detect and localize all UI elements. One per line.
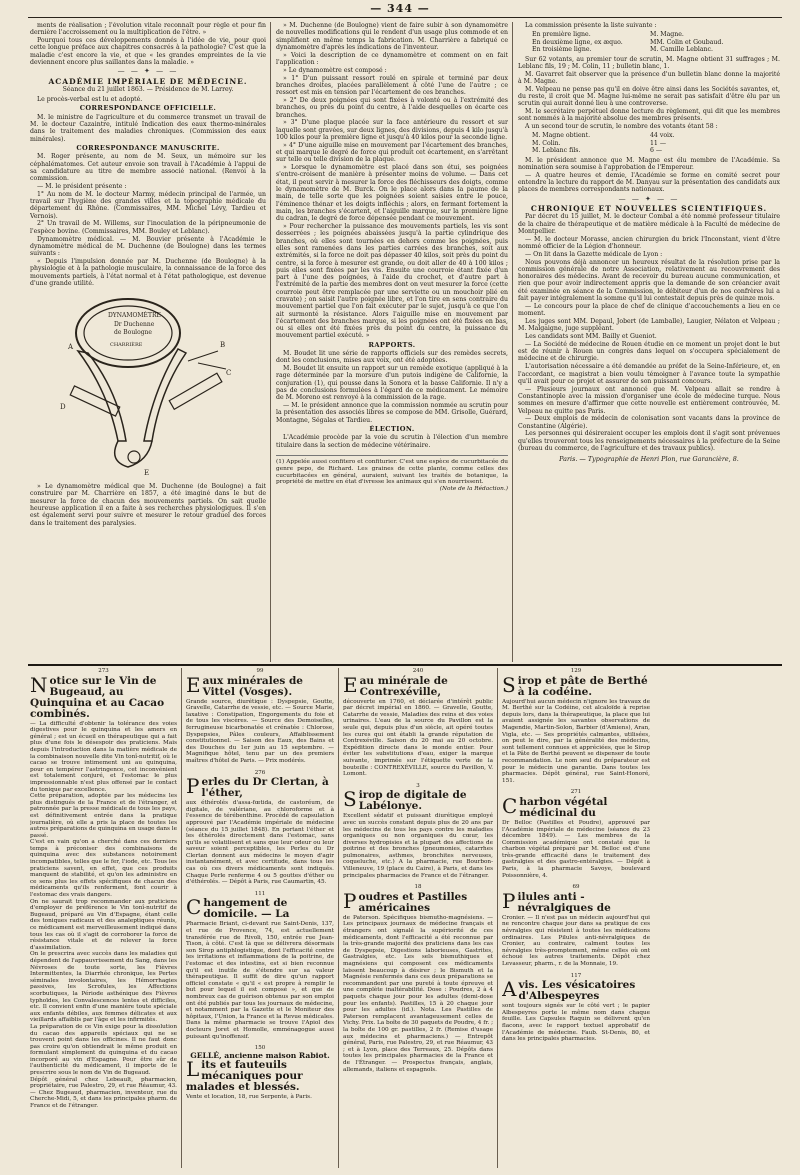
ad-title: Sirop et pâte de Berthé à la codéine. — [502, 672, 648, 698]
ornament-divider: — — ✦ — — — [117, 67, 179, 76]
list-item: En première ligne. M. Magne. — [532, 31, 684, 39]
paragraph: » Voici la description de ce dynamomètre et comment on en fait l'application : — [276, 51, 508, 66]
paragraph: » Lorsque le dynamomètre est placé dans son étui, ses poignées s'entre-croisent de manière à présenter moins de volume. — Dans cet état, il peut servir à mesurer la force des fléchisseurs des doigts, comme le dynamomètre de M. Burck. On le place alors dans la paume de la main, de telle sorte que les poignées soient saisies entre le pouce, l'éminence thénar et les doigts infléchis ; alors, en fermant fortement la main, les branches s'écartent, et l'aiguille marque, sur la première ligne du cadran, le degré de force dépensée pendant ce mouvement. — [276, 164, 508, 223]
top-rule — [28, 17, 782, 18]
list-item: En troisième ligne. M. Camille Leblanc. — [532, 46, 713, 54]
ad-title: Perles du Dr Clertan, à l'éther, — [186, 774, 329, 800]
list-item: M. Colin. 11 — — [532, 139, 667, 147]
column-3 — [518, 22, 780, 650]
paragraph: M. le secrétaire perpétuel donne lecture du règlement, qui dit que les membres sont nommés à la majorité absolue des membres présents. — [518, 108, 780, 123]
subsection-title: ÉLECTION. — [369, 425, 415, 434]
column-separator — [270, 22, 271, 662]
ad-title: Poudres et Pastilles américaines — [343, 888, 468, 914]
ad-column-3 — [343, 668, 493, 1168]
imprint-line: Paris. — Typographie de Henri Plon, rue Garancière, 8. — [559, 455, 739, 464]
paragraph: L'Académie procède par la voie du scrutin à l'élection d'un membre titulaire dans la section de médecine vétérinaire. — [276, 434, 508, 449]
ad-vin-bugeaud — [30, 668, 177, 1168]
paragraph: » Le dynamomètre médical que M. Duchenne (de Boulogne) a fait construire par M. Charrière en 1857, a été imaginé dans le but de mesurer la force de chacun des mouvements partiels. On sait quelle heureuse application il en a faite à ses recherches physiologiques. Il s'en est également servi pour suivre et mesurer le retour graduel des forces dans le traitement des paralysies. — [30, 483, 266, 527]
paragraph: » Le dynamomètre est composé : — [283, 66, 387, 74]
paragraph: — Plusieurs journaux ont annoncé que M. Velpeau allait se rendre à Constantinople avec la mission d'organiser une école de médecine turque. Nous sommes en mesure d'affirmer que cette nouvelle est entièrement controuvée, M. Velpeau ne quitte pas Paris. — [518, 385, 780, 415]
vote-tally — [532, 132, 780, 154]
paragraph: « Depuis l'impulsion donnée par M. Duchenne (de Boulogne) à la physiologie et à la pathologie musculaire, la connaissance de la force des mouvements partiels, à l'état normal et à l'état pathologique, est devenue d'une grande utilité. — [30, 257, 266, 287]
list-item: M. Magne obtient. 44 voix. — [532, 132, 675, 140]
ad-text: Excellent sédatif et puissant diurétique employé avec un succès constant depuis plus de 20 ans par les médecins de tous les pays contre les maladies organiques ou non organiques du cœur, les diverses hydropisies et la plupart des affections de poitrine et des bronches (pneumonies, catarrhes pulmonaires, asthmes, bronchites nerveuses, coqueluche, etc.) A la pharmacie, rue Bourbon-Villeneuve, 19 (place du Caire), à Paris, et dans les principales pharmacies de France et de l'étranger. — [343, 813, 493, 879]
ad-title: Notice sur le Vin de Bugeaud, au Quinquina et au Cacao combinés. — [30, 672, 165, 720]
column-separator — [181, 668, 182, 1168]
ad-vesicatoires-albespeyres: 117 Avis. Les vésicatoires d'Albespeyres sont toujours signés sur le côté vert ; le papier Albespeyres porte le même nom dans chaque feuille. Les Capsules Raquin se délivrent qu'en flacons, avec le rapport textuel approbatif de l'Académie de médecine. Faub. St-Denis, 80, et dans les principales pharmacies. — [502, 972, 650, 1043]
paragraph: — Deux emplois de médecin de colonisation sont vacants dans la province de Constantine (Algérie). — [518, 415, 780, 430]
figure-label: CHARRIÈRE — [110, 342, 143, 349]
ad-text: Dr Belloc (Pastilles et Poudre), approuvé par l'Académie impériale de médecine (séance du 23 décembre 1849). — Les membres de la Commission académique ont constaté que le charbon végétal préparé par M. Belloc est d'une très-grande efficacité dans le traitement des gastralgies et des gastro-entéralgies. — Dépôt à Paris, à la pharmacie Savoye, boulevard Poissonnière, 4. — [502, 819, 650, 879]
session-line: Séance du 21 juillet 1863. — Présidence de M. Larrey. — [62, 85, 234, 93]
paragraph: 2° Un travail de M. Willems, sur l'inoculation de la péripneumonie de l'espèce bovine. (Commissaires, MM. Bouley et Leblanc). — [30, 220, 266, 235]
candidate-list — [532, 31, 780, 53]
paragraph: » Pour rechercher la puissance des mouvements partiels, les vis sont desserrées ; les poignées abaissées jusqu'à la partie cylindrique des branches, où elles sont tournées en dehors comme les poignées, puis elles sont ramenées dans les parties carrées des branches, soit aux extrémités, si la force ne doit pas dépasser 40 kilos, soit près du point du centre, si la force à mesurer est grande, ou doit aller de 40 à 100 kilos ; puis elles sont fixées par les vis. Ensuite une courroie étant fixée d'un part à l'une des poignées, à l'aide du crochet, et d'autre part à l'extrémité de la partie des membres dont on veut mesurer la force (cette courroie peut être remplacée par une serviette ou un mouchoir plié en cravate) ; on saisit l'autre poignée libre, et l'on tire en sens contraire du mouvement partiel que l'on fait exécuter par le sujet, jusqu'à ce que l'on ait surmonté la résistance. Alors l'aiguille mise en mouvement par l'écartement des branches marque, si les poignées ont été fixées en bas, ou si elles ont été fixées près du point du centre, la puissance du mouvement partiel exécuté. » — [276, 223, 508, 340]
ad-perles-clertan: 276 Perles du Dr Clertan, à l'éther, aux éthérolés d'assa-fœtida, de castoréum, de digitale, de valériane, au chloroforme et à l'essence de térébenthine. Procédé de capsulation approuvé par l'Académie impériale de médecine (séance du 15 juillet 1848). En portant l'éther et les éthérolés directement dans l'estomac, sans qu'ils se volatilisent et sans que leur odeur ou leur saveur soient perceptibles, les Perles du Dr Clertan donnent aux médecins le moyen d'agir instantanément, et avec certitude, dans tous les cas où ces divers médicaments sont indiqués. Chaque Perle renferme 4 ou 5 gouttes d'éther ou d'éthérolés. — Dépôt à Paris, rue Caumartin, 45. — [186, 769, 334, 886]
paragraph: — Le concours pour la place de chef de clinique d'accouchements a lieu en ce moment. — [518, 302, 780, 318]
column-separator — [497, 668, 498, 1168]
paragraph: Sur 62 votants, au premier tour de scrutin, M. Magne obtient 31 suffrages ; M. Leblanc fils, 19 ; M. Colin, 11 ; bulletin blanc, 1. — [518, 55, 780, 70]
ad-text: Cronier. — Il n'est pas un médecin aujourd'hui qui ne rencontre chaque jour dans sa pratique de ces névralgies qui résistent à toutes les médications ordinaires. Les Pilules anti-névralgiques de Cronier, au contraire, calment toutes les névralgies très-promptement, même celles où ont échoué les autres traitements. Dépôt chez Levasseur, pharm., r. de la Monnaie, 19. — [502, 914, 650, 967]
paragraph: L'autorisation nécessaire a été demandée au préfet de la Seine-Inférieure, et, en l'accordant, ce magistrat a bien voulu témoigner à l'avance toute la sympathie qu'il avait pour ce projet et assurer de son puissant concours. — [518, 363, 780, 385]
column-separator — [338, 668, 339, 1168]
paragraph: — A quatre heures et demie, l'Académie se forme en comité secret pour entendre la lecture du rapport de M. Danyau sur la présentation des candidats aux places de membres correspondants nationaux. — [518, 171, 780, 194]
column-2 — [276, 22, 508, 662]
ad-pilules-cronier: 69 Pilules anti - névralgiques de Cronier. — Il n'est pas un médecin aujourd'hui qui ne rencontre chaque jour dans sa pratique de ces névralgies qui résistent à toutes les médications ordinaires. Les Pilules anti-névralgiques de Cronier, au contraire, calment toutes les névralgies très-promptement, même celles où ont échoué les autres traitements. Dépôt chez Levasseur, pharm., r. de la Monnaie, 19. — [502, 884, 650, 967]
ad-title: Lits et fauteuils mécaniques pour malades et blessés. — [186, 1057, 303, 1094]
paragraph: — M. le président annonce que la commission nommée au scrutin pour la présentation des associés libres se compose de MM. Grisolle, Guérard, Montagne, Ségalas et Tardieu. — [276, 402, 508, 424]
ad-text: découverte en 1760, et déclarée d'intérêt public par décret impérial en 1860. — Gravelle, Goutte, Catarrhe de vessie, Maladies des reins et des voies urinaires. L'eau de la source du Pavillon est la seule qui, depuis plus d'un siècle, ait opéré toutes les cures qui ont établi la grande réputation de Contrexéville. Saison du 20 mai au 20 octobre. Expédition directe dans le monde entier. Pour éviter les substitutions d'eau, exiger la marque suivante, imprimée sur l'étiquette verte de la bouteille : CONTREXÉVILLE, source du Pavillon, V. Lomont. — [343, 698, 493, 778]
ad-gelle: 150 GELLÉ, ancienne maison Rabiot. Lits et fauteuils mécaniques pour malades et blessés. Vente et location, 18, rue Serpente, à Paris. — [186, 1045, 334, 1101]
footnote-text: (1) Appelée aussi confitero et confiturier. C'est une espèce de cucurbitacée du genre pepo, de Richard. Les graines de cette plante, comme celles des cucurbitacées en général, auraient, suivant les traités de botanique, la propriété de mettre en état d'ivresse les animaux qui s'en nourrissent. — [276, 458, 508, 486]
list-item: En deuxième ligne, ex æquo. MM. Colin et Goubaud. — [532, 38, 724, 46]
ad-title: Pilules anti - névralgiques de — [502, 888, 611, 914]
subsection-title: CORRESPONDANCE OFFICIELLE. — [79, 104, 217, 113]
page-number: — 344 — — [370, 2, 430, 15]
ad-vittel: 99 Eaux minérales de Vittel (Vosges). Grande source, diurétique : Dyspepsie, Goutte, Gravelle, Catarrhe de vessie, etc. — Source Marie, laxative : Constipation, Engorgements du foie et de tous les viscères. — Source des Demoiselles, ferrugineuse bicarbonatée et crénatée : Chlorose, Dyspepsies, Pâles couleurs, Affaiblissement constitutionnel. — Saison des Eaux, des Bains et des Douches du 1er juin au 15 septembre. — Magnifique hôtel, tenu par un des premiers maîtres d'hôtel de Paris. — Prix modérés. — [186, 668, 334, 764]
paragraph: Le procès-verbal est lu et adopté. — [37, 96, 143, 104]
ad-text: Aujourd'hui aucun médecin n'ignore les travaux de M. Berthé sur la Codéine, cet alcaloïde à reprise depuis lors, dans la thérapeutique, la place que lui avaient assignée les savantes observations de Magendie, Martin-Solon, Barbier (d'Amiens), Aran, Vigla, etc. — Ses propriétés calmantes, utilisées, on peut le dire, par la généralité des médecins, sont tellement connues et appréciées, que le Sirop et la Pâte de Berthé peuvent se dispenser de toute recommandation. Le nom seul du préparateur est pour le médecin une garantie. Dans toutes les pharmacies. Dépôt général, rue Saint-Honoré, 151. — [502, 698, 650, 784]
paragraph: » 3° D'une plaque placée sur la face antérieure du ressort et sur laquelle sont gravées, sur deux lignes, des divisions, depuis 4 kilo jusqu'à 100 kilos pour la première ligne et jusqu'à 40 kilos pour la seconde ligne. — [276, 119, 508, 141]
ad-title: Charbon végétal médicinal du — [502, 793, 608, 819]
ad-text: Cette préparation, adoptée par les médecins les plus distingués de la France et de l'étranger, et patronnée par la presse médicale de tous les pays, est définitivement entrée dans la pratique journalière, où elle a pris la place de toutes les autres préparations de quinquina en usage dans le passé. — [30, 793, 177, 839]
figure-label: B — [220, 341, 226, 350]
ad-number: 273 — [98, 668, 109, 674]
ad-text: On le prescrira avec succès dans les maladies qui dépendent de l'appauvrissement du Sang, dans les Névroses de toute sorte, les Fièvres Intermittentes, la Diarrhée chronique, les Pertes séminales involontaires, les Hémorrhagies passives, les Scrofules, les Affections scorbutiques, la Période asthénique des Fièvres typhoïdes, les Convalescences lentes et difficiles, etc. Il convient enfin d'une manière toute spéciale aux enfants débiles, aux femmes délicates et aux vieillards affaiblis par l'âge et les infirmités. — [30, 951, 177, 1024]
paragraph: M. Boudet lit une série de rapports officiels sur des remèdes secrets, dont les conclusions, mises aux voix, ont été adoptées. — [276, 350, 508, 365]
paragraph: A un second tour de scrutin, le nombre des votants étant 58 : — [525, 123, 718, 131]
paragraph: M. Boudet lit ensuite un rapport sur un remède exotique (appliqué à la rage déterminée par la morsure d'un putois indigène de Californie, la conjuration (1), qui pousse dans la Sonora et la basse Californie. Il n'y a pas de conclusions formulées à l'égard de ce médicament. Le mémoire de M. Moreno est renvoyé à la commission de la rage. — [276, 365, 508, 402]
section-title-academy: ACADÉMIE IMPÉRIALE DE MÉDECINE. — [48, 76, 248, 86]
paragraph: — On lit dans la Gazette médicale de Lyon : — [525, 250, 663, 258]
figure-label: A — [68, 343, 74, 352]
ad-column-2 — [186, 668, 334, 1168]
ad-text: Pharmacie Briant, ci-devant rue Saint-Denis, 137, et rue de Provence, 74, est actuellement transférée rue de Rivoli, 150, entrée rue Jean-Tison, à côté. C'est là que se délivrera désormais son Sirop antiphlogistique, dont l'efficacité contre les irritations et inflammations de la poitrine, de l'estomac et des intestins, est si bien reconnue qu'il est inutile de s'étendre sur sa valeur thérapeutique. Il suffit de dire qu'un rapport officiel constate « qu'il « est propre à remplir le but pour lequel il est composé », et que de nombreux cas de guérison obtenus par son emploi ont été publiés par tous les journaux de médecine, et notamment par la Gazette et le Moniteur des hôpitaux, l'Union, la France et la Revue médicales. Dans la même pharmacie se trouve l'Apiol des docteurs Joret et Homolle, emménagogue aussi puissant qu'inoffensif. — [186, 921, 334, 1040]
ad-title: Sirop de digitale de Labélonye. — [343, 787, 467, 813]
ad-title: Eaux minérales de Vittel (Vosges). — [186, 672, 303, 698]
ad-column-4 — [502, 668, 650, 1168]
figure-label: DYNAMOMÈTRE — [108, 312, 161, 320]
ad-poudres-paterson: 18 Poudres et Pastilles américaines de Paterson. Spécifiques bismutho-magnésiens. — Les principaux journaux de médecine français et étrangers ont signalé la supériorité de ces médicaments, dont l'efficacité a été reconnue par la très-grande majorité des praticiens dans les cas de Dyspepsie, Digestions laborieuses, Gastrites, Gastralgies, etc. Les sels bismuthiques et magnésiens qui composent ces médicaments laissent beaucoup à désirer ; le Bismuth et la Magnésie renfermés dans ces deux préparations se recommandent par une pureté à toute épreuve et une complète inaltérabilité. Dose : Poudres, 2 à 4 paquets chaque jour pour les adultes (demi-dose pour les enfants). Pastilles, 15 à 20 chaque jour pour les adultes (id.). Nota. Les Pastilles de Paterson remplacent avantageusement celles de Vichy. Prix. La boîte de 30 paquets de Poudre, 4 fr. ; la boîte de 100 gr. pastilles, 2 fr. (Remise d'usage aux médecins et pharmaciens.) — Entrepôt général, Paris, rue Palestro, 29, et rue Réaumur, 43 ; et à Lyon, place des Terreaux, 25. Dépôts dans toutes les principales pharmacies de la France et de l'Étranger. — Prospectus français, anglais, allemands, italiens et espagnols. — [343, 884, 493, 1073]
ad-text: aux éthérolés d'assa-fœtida, de castoréum, de digitale, de valériane, au chloroforme et à l'essence de térébenthine. Procédé de capsulation approuvé par l'Académie impériale de médecine (séance du 15 juillet 1848). En portant l'éther et les éthérolés directement dans l'estomac, sans qu'ils se volatilisent et sans que leur odeur ou leur saveur soient perceptibles, les Perles du Dr Clertan donnent aux médecins le moyen d'agir instantanément, et avec certitude, dans tous les cas où ces divers médicaments sont indiqués. Chaque Perle renferme 4 ou 5 gouttes d'éther ou d'éthérolés. — Dépôt à Paris, rue Caumartin, 45. — [186, 800, 334, 886]
paragraph: M. le ministre de l'agriculture et du commerce transmet un travail de M. le docteur Cazaintre, intitulé Indication des eaux thermo-minérales dans le traitement des maladies chroniques. (Commission des eaux minérales). — [30, 113, 266, 143]
paragraph: Dynamomètre médical. — M. Bouvier présente à l'Académie le dynamomètre médical de M. Duchenne (de Boulogne) dans les termes suivants : — [30, 235, 266, 258]
figure-label: E — [144, 469, 150, 478]
figure-label: C — [226, 369, 232, 378]
paragraph: » M. Duchenne (de Boulogne) vient de faire subir à son dynamomètre de nouvelles modifications qui le rendent d'un usage plus commode et en simplifient en même temps la fabrication. M. Charrière a fabriqué ce dynamomètre d'après les indications de l'inventeur. — [276, 22, 508, 51]
paragraph: — M. le docteur Morasse, ancien chirurgien du brick l'Inconstant, vient d'être nommé officier de la Légion d'honneur. — [518, 235, 780, 250]
ad-changement-domicile: 111 Changement de domicile. — La Pharmacie Briant, ci-devant rue Saint-Denis, 137, et rue de Provence, 74, est actuellement transférée rue de Rivoli, 150, entrée rue Jean-Tison, à côté. C'est là que se délivrera désormais son Sirop antiphlogistique, dont l'efficacité contre les irritations et inflammations de la poitrine, de l'estomac et des intestins, est si bien reconnue qu'il est inutile de s'étendre sur sa valeur thérapeutique. Il suffit de dire qu'un rapport officiel constate « qu'il « est propre à remplir le but pour lequel il est composé », et que de nombreux cas de guérison obtenus par son emploi ont été publiés par tous les journaux de médecine, et notamment par la Gazette et le Moniteur des hôpitaux, l'Union, la France et la Revue médicales. Dans la même pharmacie se trouve l'Apiol des docteurs Joret et Homolle, emménagogue aussi puissant qu'inoffensif. — [186, 890, 334, 1040]
paragraph: — La Société de médecine de Rouen étudie en ce moment un projet dont le but est de réunir à Rouen un congrès dans lequel on s'occupera spécialement de médecine et de chirurgie. — [518, 340, 780, 363]
ad-text: Vente et location, 18, rue Serpente, à Paris. — [186, 1094, 312, 1101]
paragraph: » 4° D'une aiguille mise en mouvement par l'écartement des branches, et qui marque le degré de force qui produit cet écartement, en s'arrêtant sur telle ou telle division de la plaque. — [276, 141, 508, 164]
subsection-title: CORRESPONDANCE MANUSCRITE. — [76, 143, 220, 152]
ad-title: Changement de domicile. — La — [186, 895, 290, 921]
ornament-divider: — — ✦ — — — [618, 194, 680, 203]
ad-title: Avis. Les vésicatoires d'Albespeyres — [502, 977, 636, 1003]
ad-text: On ne saurait trop recommander aux praticiens d'employer de préférence le Vin tonî-nutritif de Bugeaud, préparé au Vin d'Espagne, étant celle des toniques radicaux et des analeptiques réunis, ce médicament est merveilleusement indiqué dans tous les cas où il s'agit de corroborer la force de résistance vitale et de relever la force d'assimilation. — [30, 898, 177, 951]
ad-contrexeville: 240 Eau minérale de Contrexéville, découverte en 1760, et déclarée d'intérêt public par décret impérial en 1860. — Gravelle, Goutte, Catarrhe de vessie, Maladies des reins et des voies urinaires. L'eau de la source du Pavillon est la seule qui, depuis plus d'un siècle, ait opéré toutes les cures qui ont établi la grande réputation de Contrexéville. Saison du 20 mai au 20 octobre. Expédition directe dans le monde entier. Pour éviter les substitutions d'eau, exiger la marque suivante, imprimée sur l'étiquette verte de la bouteille : CONTREXÉVILLE, source du Pavillon, V. Lomont. — [343, 668, 493, 778]
paragraph: » 2° De deux poignées qui sont fixées à volonté ou à l'extrémité des branches, ou près du point du centre, à l'aide desquelles on écarte ces branches. — [276, 96, 508, 119]
figure-label: Dr Duchenne — [114, 321, 155, 329]
footnote-signature: (Note de la Rédaction.) — [439, 486, 508, 493]
ad-title: Eau minérale de Contrexéville, — [343, 672, 448, 698]
ad-text: La préparation de ce Vin exige pour la dissolution du cacao des appareils spéciaux qui ne se trouvent point dans les officines. Il ne faut donc pas croire qu'on obtiendrait le même produit en formulant simplement du quinquina et du cacao incorporé au vin d'Espagne. Pour être sûr de l'authenticité du médicament, il importe de le prescrire sous le nom de Vin de Bugeaud. — [30, 1023, 177, 1077]
ad-text: — La difficulté d'obtenir la tolérance des voies digestives pour le quinquina et les amers en général ; est un écueil en thérapeutique qui a fait plus d'une fois le désespoir des praticiens. Mais depuis l'introduction dans la matière médicale de la combinaison nouvelle dite Vin tonî-nutritif, où le cacao se trouve intimement uni au quinquina, pour en tempérer l'astringence, cet inconvénient est totalement conjuré, et l'estomac le plus impressionnable n'est plus offensé par le contact du tonique par excellence. — [30, 720, 177, 793]
paragraph: Les personnes qui désireraient occuper les emplois dont il s'agit sont prévenues qu'elles trouveront tous les renseignements nécessaires à la préfecture de la Seine (bureau du commerce, de l'agriculture et des travaux publics). — [518, 430, 780, 452]
ad-sirop-berthe: 129 Sirop et pâte de Berthé à la codéine. Aujourd'hui aucun médecin n'ignore les travaux de M. Berthé sur la Codéine, cet alcaloïde à reprise depuis lors, dans la thérapeutique, la place que lui avaient assignée les savantes observations de Magendie, Martin-Solon, Barbier (d'Amiens), Aran, Vigla, etc. — Ses propriétés calmantes, utilisées, on peut le dire, par la généralité des médecins, sont tellement connues et appréciées, que le Sirop et la Pâte de Berthé peuvent se dispenser de toute recommandation. Le nom seul du préparateur est pour le médecin une garantie. Dans toutes les pharmacies. Dépôt général, rue Saint-Honoré, 151. — [502, 668, 650, 784]
paragraph: Pourquoi tous ces développements donnés à l'idée de vie, pour quoi cette longue préface aux chapitres consacrés à la pathologie? C'est que la maladie c'est encore la vie, et que « les grandes empreintes de la vie deviennent encore plus saillantes dans la maladie. » — [30, 37, 266, 66]
dynamometer-illustration — [48, 291, 248, 479]
paragraph: La commission présente la liste suivante : — [525, 22, 657, 29]
paragraph: ments de réalisation ; l'évolution vitale reconnaît pour règle et pour fin dernière l'accroissement ou la multiplication de l'être. » — [30, 22, 266, 37]
subsection-title: RAPPORTS. — [368, 340, 416, 349]
paragraph: M. Roger présente, au nom de M. Seux, un mémoire sur les céphalématomes. Cet auteur envoie son travail à l'Académie à l'appui de sa candidature au titre de membre associé national. (Renvoi à la commission. — [30, 153, 266, 183]
section-title-chronicle: CHRONIQUE ET NOUVELLES SCIENTIFIQUES. — [530, 203, 768, 213]
paragraph: M. Gavarret fait observer que la présence d'un bulletin blanc donne la majorité à M. Magne. — [518, 70, 780, 85]
paragraph: Les juges sont MM. Depaul, Jobert (de Lamballe), Laugier, Nélaton et Velpeau ; M. Malgaigne, juge suppléant. — [518, 317, 780, 333]
footnote — [276, 455, 508, 493]
ad-text: Grande source, diurétique : Dyspepsie, Goutte, Gravelle, Catarrhe de vessie, etc. — Source Marie, laxative : Constipation, Engorgements du foie et de tous les viscères. — Source des Demoiselles, ferrugineuse bicarbonatée et crénatée : Chlorose, Dyspepsies, Pâles couleurs, Affaiblissement constitutionnel. — Saison des Eaux, des Bains et des Douches du 1er juin au 15 septembre. — Magnifique hôtel, tenu par un des premiers maîtres d'hôtel de Paris. — Prix modérés. — [186, 698, 334, 764]
paragraph: Les candidats sont MM. Bailly et Gueniot. — [525, 333, 657, 341]
list-item: M. Leblanc fils. 6 — — [532, 147, 663, 155]
advertisement-divider — [28, 664, 782, 666]
paragraph: — M. le président présente : — [37, 182, 127, 190]
ad-text: sont toujours signés sur le côté vert ; le papier Albespeyres porte le même nom dans chaque feuille. Les Capsules Raquin se délivrent qu'en flacons, avec le rapport textuel approbatif de l'Académie de médecine. Faub. St-Denis, 80, et dans les principales pharmacies. — [502, 1003, 650, 1043]
ad-charbon-belloc: 271 Charbon végétal médicinal du Dr Belloc (Pastilles et Poudre), approuvé par l'Académie impériale de médecine (séance du 23 décembre 1849). — Les membres de la Commission académique ont constaté que le charbon végétal préparé par M. Belloc est d'une très-grande efficacité dans le traitement des gastralgies et des gastro-entéralgies. — Dépôt à Paris, à la pharmacie Savoye, boulevard Poissonnière, 4. — [502, 789, 650, 879]
column-1 — [30, 22, 266, 650]
paragraph: Par décret du 15 juillet, M. le docteur Combal a été nommé professeur titulaire de la chaire de thérapeutique et de matière médicale à la Faculté de médecine de Montpellier. — [518, 213, 780, 235]
paragraph: M. le président annonce que M. Magne est élu membre de l'Académie. Sa nomination sera soumise à l'approbation de l'Empereur. — [518, 156, 780, 171]
figure-label: de Boulogne — [114, 329, 152, 337]
ad-text: C'est en vain qu'on a cherché dans ces derniers temps à préconiser des combinaisons de quinquina avec des substances notoirement incompatibles, telles que le fer, l'iode, etc. Tous les praticiens savent, en effet, que ces produits manquent de stabilité, et qu'on les administre en ce sens plus les effets spécifiques de chacun des médicaments qu'ils renferment, font courir à l'estomac des vrais dangers. — [30, 839, 177, 899]
ad-text: de Paterson. Spécifiques bismutho-magnésiens. — Les principaux journaux de médecine français et étrangers ont signalé la supériorité de ces médicaments, dont l'efficacité a été reconnue par la très-grande majorité des praticiens dans les cas de Dyspepsie, Digestions laborieuses, Gastrites, Gastralgies, etc. Les sels bismuthiques et magnésiens qui composent ces médicaments laissent beaucoup à désirer ; le Bismuth et la Magnésie renfermés dans ces deux préparations se recommandent par une pureté à toute épreuve et une complète inaltérabilité. Dose : Poudres, 2 à 4 paquets chaque jour pour les adultes (demi-dose pour les enfants). Pastilles, 15 à 20 chaque jour pour les adultes (id.). Nota. Les Pastilles de Paterson remplacent avantageusement celles de Vichy. Prix. La boîte de 30 paquets de Poudre, 4 fr. ; la boîte de 100 gr. pastilles, 2 fr. (Remise d'usage aux médecins et pharmaciens.) — Entrepôt général, Paris, rue Palestro, 29, et rue Réaumur, 43 ; et à Lyon, place des Terreaux, 25. Dépôts dans toutes les principales pharmacies de la France et de l'Étranger. — Prospectus français, anglais, allemands, italiens et espagnols. — [343, 914, 493, 1073]
ad-sirop-digitale: 3 Sirop de digitale de Labélonye. Excellent sédatif et puissant diurétique employé avec un succès constant depuis plus de 20 ans par les médecins de tous les pays contre les maladies organiques ou non organiques du cœur, les diverses hydropisies et la plupart des affections de poitrine et des bronches (pneumonies, catarrhes pulmonaires, asthmes, bronchites nerveuses, coqueluche, etc.) A la pharmacie, rue Bourbon-Villeneuve, 19 (place du Caire), à Paris, et dans les principales pharmacies de France et de l'étranger. — [343, 782, 493, 879]
paragraph: » 1° D'un puissant ressort roulé en spirale et terminé par deux branches droites, placées parallèlement à côté l'une de l'autre ; ce ressort est mis en tension par l'écartement de ces branches. — [276, 74, 508, 97]
paragraph: 1° Au nom de M. le docteur Marmy, médecin principal de l'armée, un travail sur l'hygiène des grandes villes et la topographie médicale du département du Rhône. (Commissaires, MM. Michel Lévy, Tardieu et Vernois). — [30, 190, 266, 220]
paragraph: Nous pouvons déjà annoncer un heureux résultat de la résolution prise par la commission générale de notre Association, relativement au recouvrement des honoraires des médecins. Avant de recevoir du bureau aucune communication, et rien que pour avoir indirectement appris que la demande de son créancier avait été examinée en séance de la Commission, le débiteur d'un de nos confrères lui a fait payer intégralement la somme qu'il lui contestait depuis près de quinze mois. — [518, 258, 780, 303]
paragraph: M. Velpeau ne pense pas qu'il en doive être ainsi dans les Sociétés savantes, et, du reste, il croit que M. Magne lui-même ne serait pas satisfait d'être élu par un scrutin qui aurait donné lieu à une controverse. — [518, 85, 780, 108]
ad-text: Dépôt général chez Lebeault, pharmacien, propriétaire, rue Palestro, 29, et rue Réaumur, 43. — Chez Bugeaud, pharmacien, inventeur, rue du Cherche-Midi, 5, et dans les principales pharm. de France et de l'étranger. — [30, 1076, 177, 1110]
figure-label: D — [60, 403, 66, 412]
column-separator — [512, 22, 513, 662]
